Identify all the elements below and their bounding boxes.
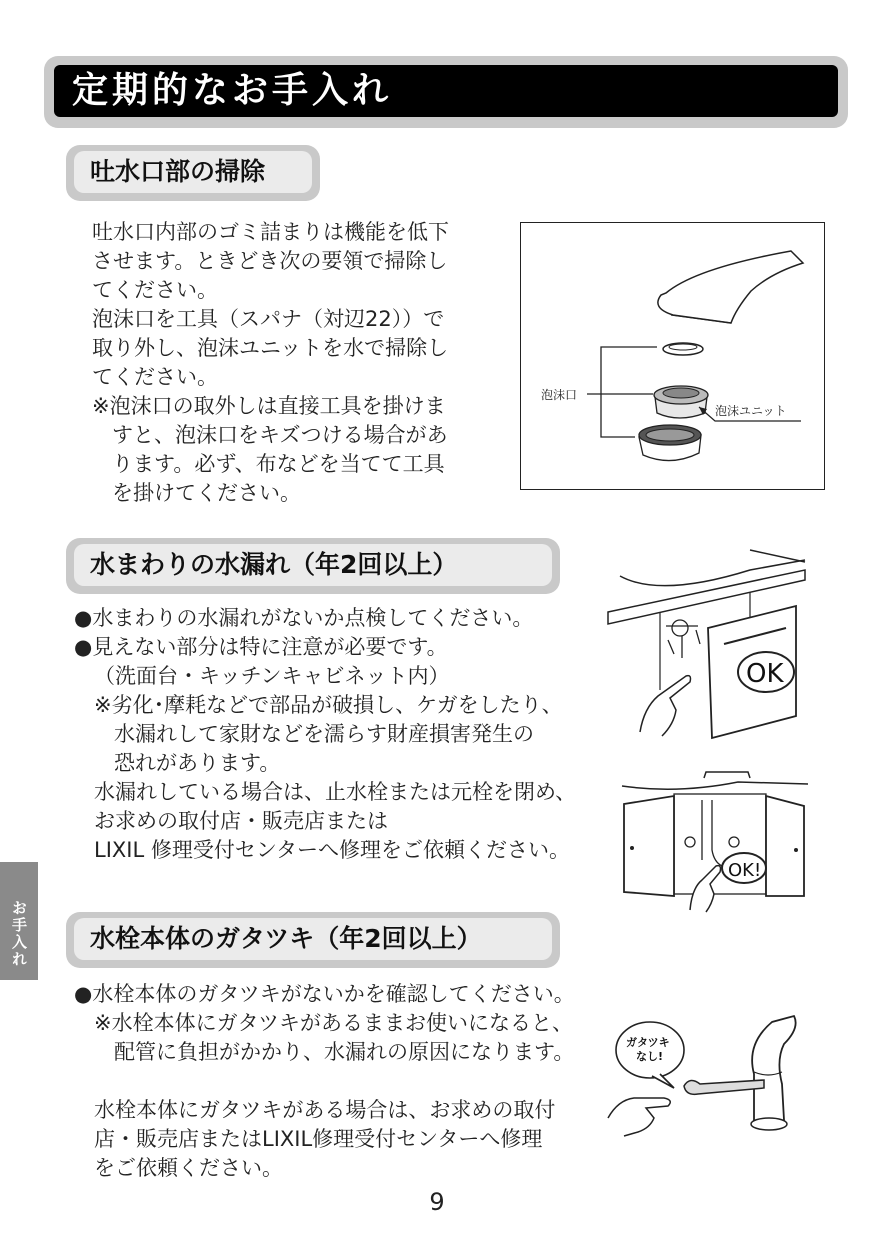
text-line: 店・販売店またはLIXIL修理受付センターへ修理 — [94, 1127, 543, 1151]
ok-label: OK! — [728, 860, 762, 881]
kitchen-cabinet-illustration — [618, 770, 812, 916]
text-line: 水漏れしている場合は、止水栓または元栓を閉め、 — [94, 780, 577, 804]
note-line: ※劣化･摩耗などで部品が破損し、ケガをしたり、 — [94, 693, 563, 717]
label-aerator-unit: 泡沫ユニット — [715, 404, 787, 418]
text-line: てください。 — [92, 365, 218, 389]
text-line: （洗面台・キッチンキャビネット内） — [94, 664, 450, 688]
section2-body — [74, 604, 576, 865]
note-line: すと、泡沫口をキズつける場合があ — [112, 423, 448, 447]
faucet-check-illustration — [604, 1014, 814, 1144]
note-line: ります。必ず、布などを当てて工具 — [112, 452, 445, 476]
note-line: 恐れがあります。 — [114, 751, 281, 775]
aerator-diagram — [520, 222, 825, 490]
section-heading-text: 水まわりの水漏れ（年2回以上） — [74, 544, 552, 586]
note-line: 水漏れして家財などを濡らす財産損害発生の — [114, 722, 534, 746]
section3-body — [74, 980, 575, 1067]
text-line: をご依頼ください。 — [94, 1156, 283, 1180]
vanity-cabinet-illustration — [600, 540, 810, 740]
page-title: 定期的なお手入れ — [54, 65, 838, 117]
text-line: LIXIL 修理受付センターへ修理をご依頼ください。 — [94, 838, 571, 862]
ok-label: OK — [746, 659, 784, 689]
text-line: てください。 — [92, 278, 218, 302]
note-line: ※泡沫口の取外しは直接工具を掛けま — [92, 394, 446, 418]
side-tab: お手入れ — [0, 862, 38, 980]
section3-body-2 — [94, 1096, 555, 1183]
section1-body — [92, 218, 449, 508]
text-line: させます。ときどき次の要領で掃除し — [92, 249, 448, 273]
text-line: 取り外し、泡沫ユニットを水で掃除し — [92, 336, 449, 360]
bullet-line: ●水まわりの水漏れがないか点検してください。 — [74, 606, 534, 630]
section-heading-text: 水栓本体のガタツキ（年2回以上） — [74, 918, 552, 960]
bullet-line: ●水栓本体のガタツキがないかを確認してください。 — [74, 982, 575, 1006]
section-heading-spout — [66, 145, 320, 201]
bubble-text-line2: なし! — [636, 1050, 664, 1063]
note-line: ※水栓本体にガタツキがあるままお使いになると、 — [94, 1011, 573, 1035]
section-heading-text: 吐水口部の掃除 — [74, 151, 312, 193]
page-title-banner — [44, 56, 848, 128]
bubble-text-line1: ガタツキ — [626, 1036, 670, 1049]
text-line: 水栓本体にガタツキがある場合は、お求めの取付 — [94, 1098, 556, 1122]
label-aerator-mouth: 泡沫口 — [541, 388, 578, 402]
text-line: 吐水口内部のゴミ詰まりは機能を低下 — [92, 220, 449, 244]
note-line: を掛けてください。 — [112, 481, 301, 505]
section-heading-wobble — [66, 912, 560, 968]
text-line: 泡沫口を工具（スパナ（対辺22））で — [92, 307, 445, 331]
section-heading-leak — [66, 538, 560, 594]
page-number: 9 — [429, 1188, 445, 1216]
text-line: お求めの取付店・販売店または — [94, 809, 388, 833]
note-line: 配管に負担がかかり、水漏れの原因になります。 — [114, 1040, 575, 1064]
bullet-line: ●見えない部分は特に注意が必要です。 — [74, 635, 448, 659]
